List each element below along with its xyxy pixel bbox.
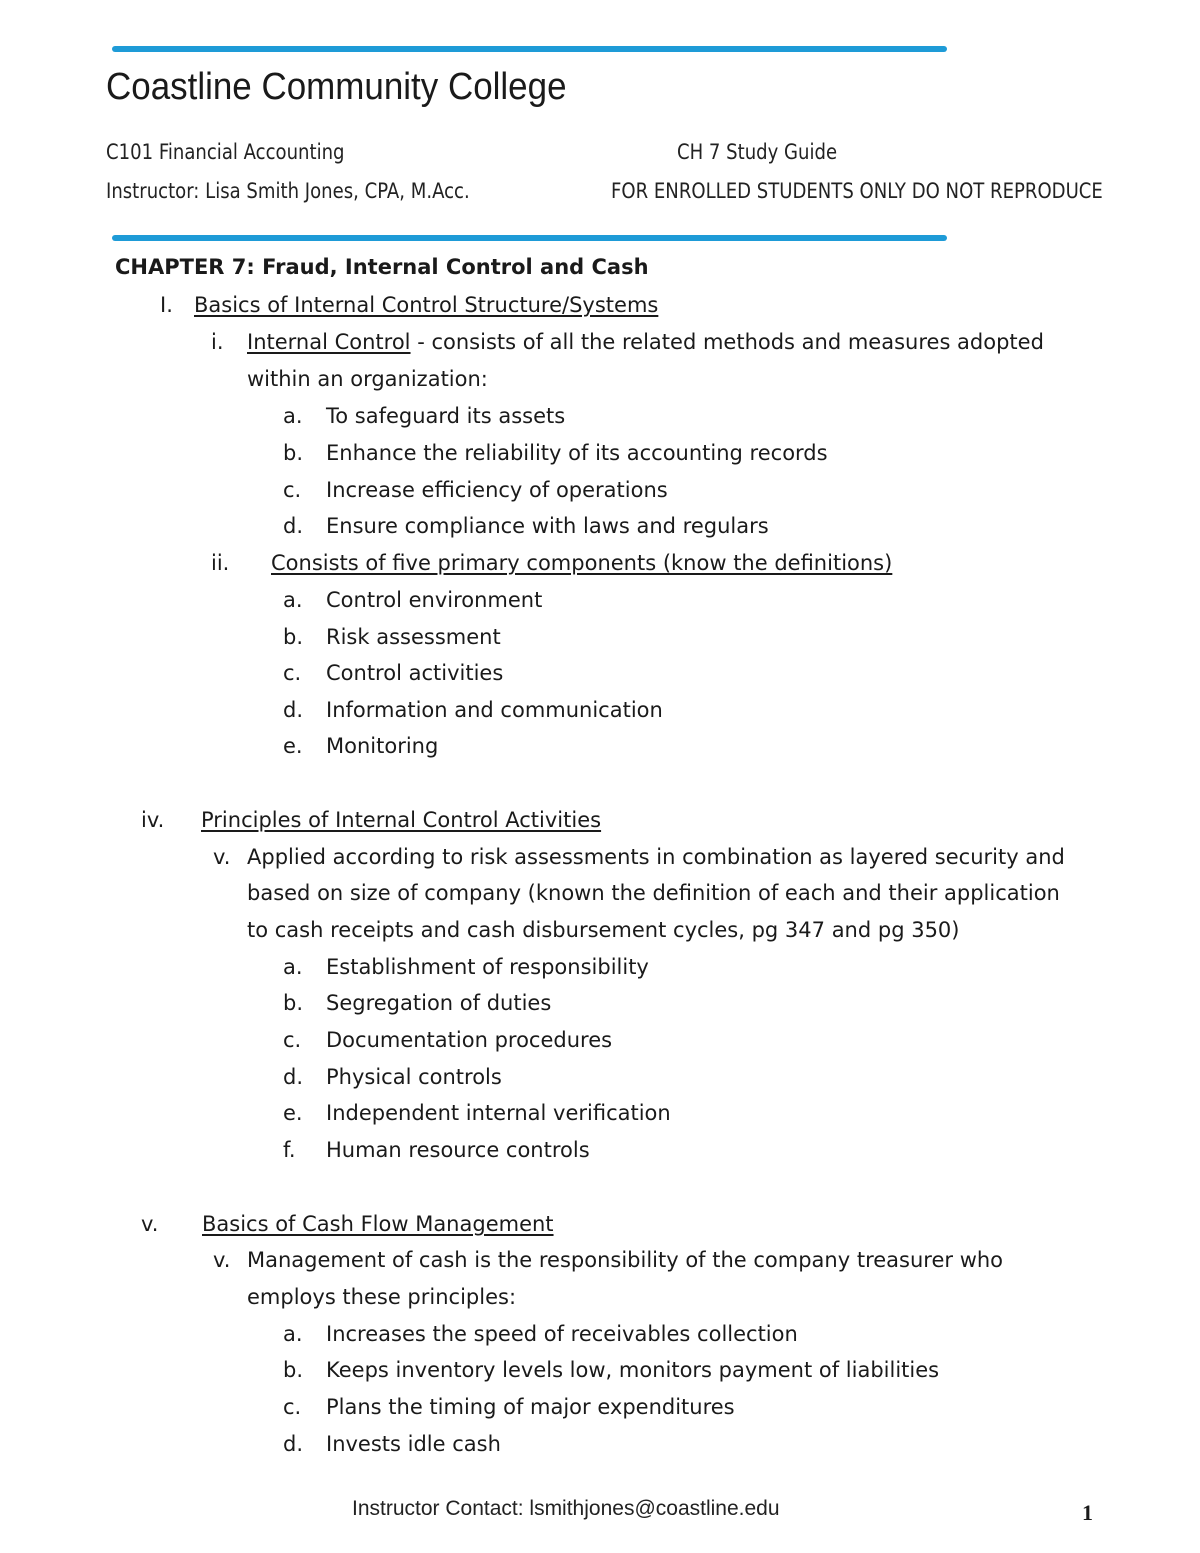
item-i-marker: i. (211, 330, 224, 354)
list-item: Increase efficiency of operations (326, 478, 668, 502)
list-item: Plans the timing of major expenditures (326, 1395, 735, 1419)
instructor-contact: Instructor Contact: lsmithjones@coastline.edu (352, 1497, 780, 1520)
list-item: Physical controls (326, 1065, 502, 1089)
study-guide-label: CH 7 Study Guide (677, 140, 838, 164)
internal-control-definition: - consists of all the related methods and measures adopted (410, 330, 1044, 354)
list-item: Establishment of responsibility (326, 955, 649, 979)
chapter-title: CHAPTER 7: Fraud, Internal Control and Cash (115, 255, 649, 279)
section-v-title: Basics of Cash Flow Management (202, 1212, 554, 1236)
list-marker: c. (283, 1395, 302, 1419)
list-item: Information and communication (326, 698, 663, 722)
section-iv-item-line: based on size of company (known the definition of each and their application (247, 881, 1060, 905)
item-ii-title: Consists of five primary components (know the definitions) (271, 551, 893, 575)
list-item: Risk assessment (326, 625, 501, 649)
list-item: Ensure compliance with laws and regulars (326, 514, 769, 538)
item-ii-marker: ii. (211, 551, 230, 575)
list-marker: a. (283, 955, 303, 979)
list-item: Segregation of duties (326, 991, 552, 1015)
instructor-name: Instructor: Lisa Smith Jones, CPA, M.Acc. (106, 179, 470, 203)
list-marker: d. (283, 698, 304, 722)
list-item: Increases the speed of receivables collection (326, 1322, 798, 1346)
item-i-text (247, 330, 1044, 354)
list-marker: a. (283, 588, 303, 612)
header-top-rule (112, 46, 947, 52)
section-iv-title: Principles of Internal Control Activities (201, 808, 602, 832)
item-i-text-cont: within an organization: (247, 367, 488, 391)
list-marker: b. (283, 441, 304, 465)
internal-control-term: Internal Control (247, 330, 411, 354)
list-item: Documentation procedures (326, 1028, 613, 1052)
list-marker: f. (283, 1138, 296, 1162)
list-marker: b. (283, 1358, 304, 1382)
page-number: 1 (1082, 1500, 1093, 1525)
section-v-marker: v. (141, 1212, 159, 1236)
list-item: Control environment (326, 588, 543, 612)
list-marker: b. (283, 991, 304, 1015)
list-marker: c. (283, 1028, 302, 1052)
list-item: Keeps inventory levels low, monitors payment of liabilities (326, 1358, 940, 1382)
list-marker: d. (283, 1432, 304, 1456)
course-name: C101 Financial Accounting (106, 140, 345, 164)
list-marker: a. (283, 404, 303, 428)
list-marker: d. (283, 514, 304, 538)
section-iv-item-line: Applied according to risk assessments in combination as layered security and (247, 845, 1065, 869)
list-marker: c. (283, 478, 302, 502)
section-iv-item-marker: v. (213, 845, 231, 869)
section-iv-marker: iv. (141, 808, 165, 832)
list-marker: e. (283, 734, 303, 758)
header-bottom-rule (112, 235, 947, 241)
list-marker: d. (283, 1065, 304, 1089)
college-name: Coastline Community College (106, 66, 567, 108)
list-item: Invests idle cash (326, 1432, 501, 1456)
list-marker: a. (283, 1322, 303, 1346)
list-item: To safeguard its assets (326, 404, 566, 428)
section-v-item-marker: v. (213, 1248, 231, 1272)
section-iv-item-line: to cash receipts and cash disbursement cycles, pg 347 and pg 350) (247, 918, 960, 942)
section-v-item-line: employs these principles: (247, 1285, 517, 1309)
list-item: Human resource controls (326, 1138, 590, 1162)
list-item: Enhance the reliability of its accounting records (326, 441, 828, 465)
list-marker: b. (283, 625, 304, 649)
reproduction-notice: FOR ENROLLED STUDENTS ONLY DO NOT REPRODUCE (611, 179, 1103, 203)
list-item: Monitoring (326, 734, 439, 758)
list-marker: e. (283, 1101, 303, 1125)
list-marker: c. (283, 661, 302, 685)
section-1-marker: I. (160, 293, 173, 317)
list-item: Independent internal verification (326, 1101, 671, 1125)
section-v-item-line: Management of cash is the responsibility of the company treasurer who (247, 1248, 1004, 1272)
list-item: Control activities (326, 661, 504, 685)
section-1-title: Basics of Internal Control Structure/Systems (194, 293, 659, 317)
